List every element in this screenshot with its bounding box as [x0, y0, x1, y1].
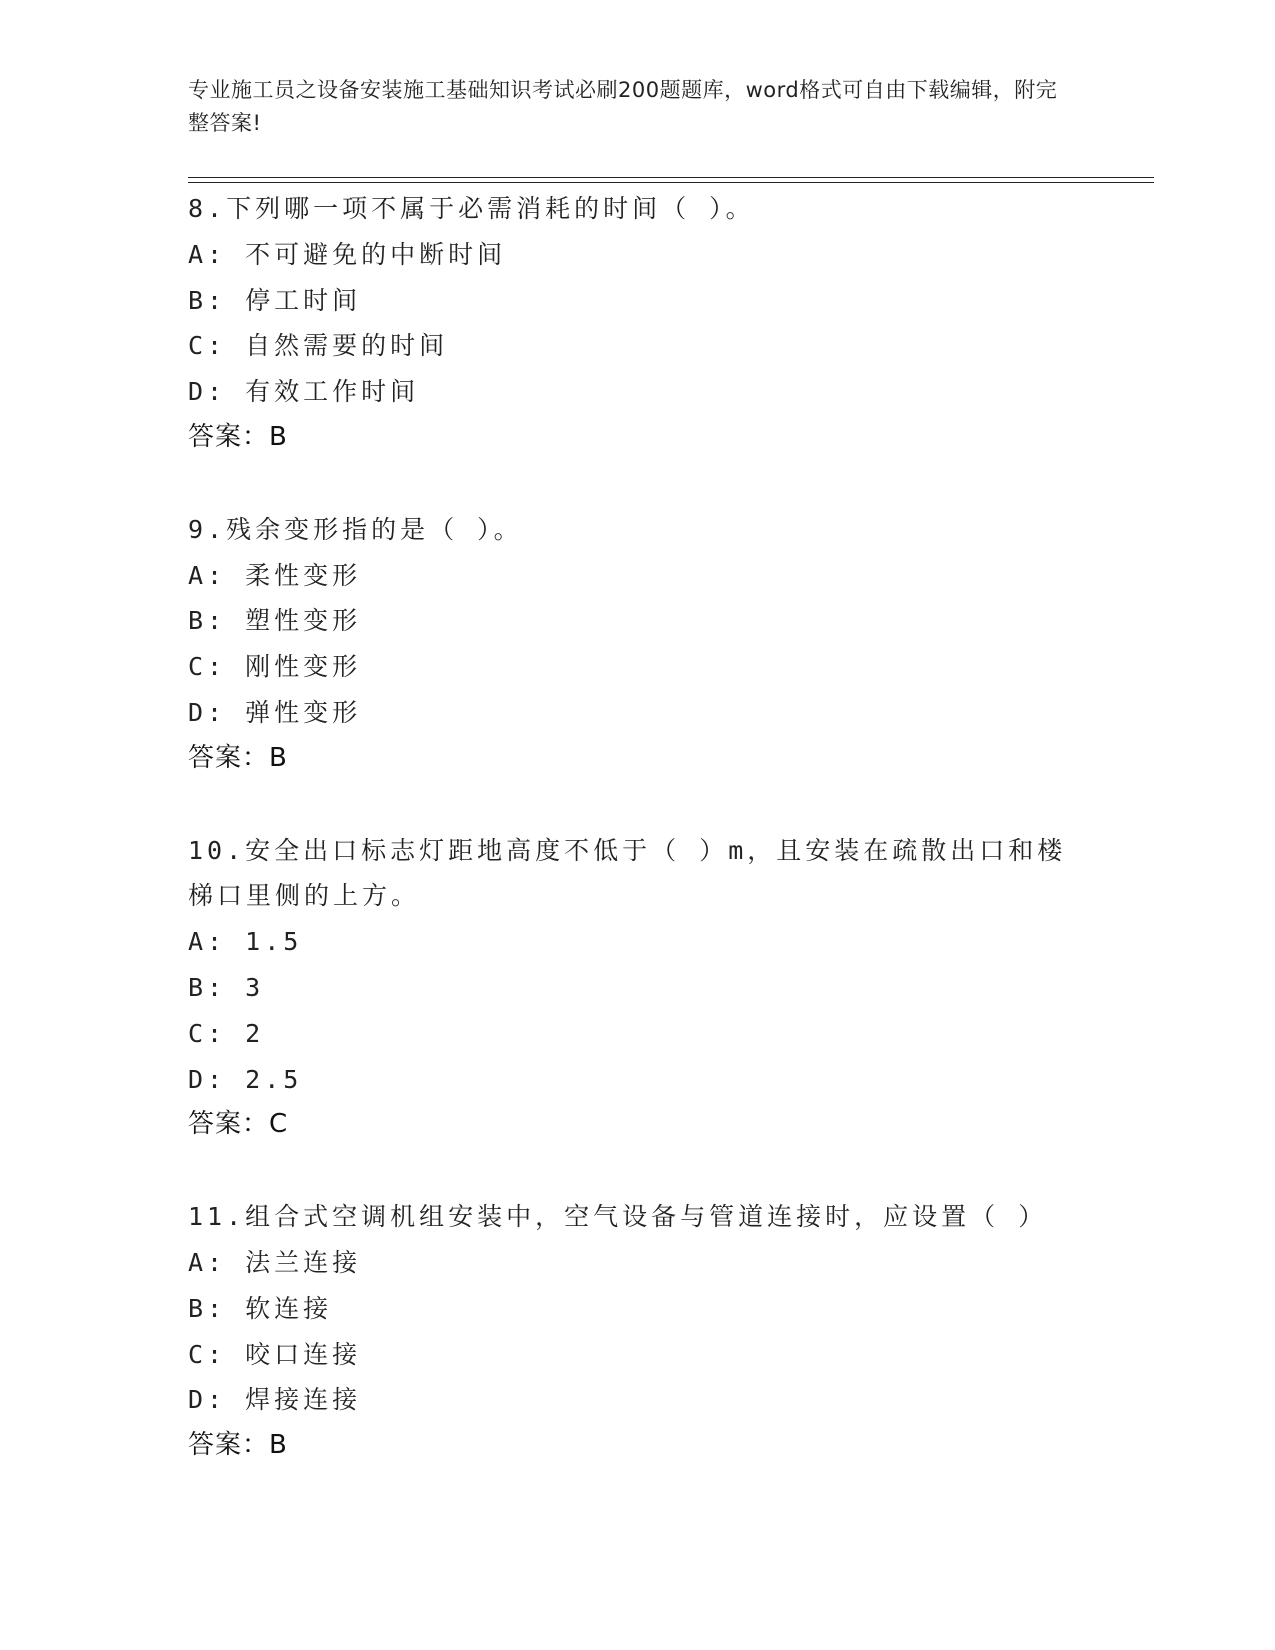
option-d: D: 弹性变形 — [188, 697, 362, 727]
answer-line: 答案：B — [188, 421, 288, 452]
header-divider-top — [188, 177, 1154, 178]
header-divider-bottom — [188, 182, 1154, 183]
question-stem: 9.残余变形指的是（ ）。 — [188, 514, 523, 544]
option-c: C: 刚性变形 — [188, 652, 362, 682]
answer-line: 答案：B — [188, 1430, 288, 1461]
answer-line: 答案：B — [188, 742, 288, 773]
question-item — [188, 1194, 1088, 1469]
question-item — [188, 186, 1088, 461]
question-stem: 11.组合式空调机组安装中，空气设备与管道连接时，应设置（ ） — [188, 1202, 1048, 1232]
header-title: 专业施工员之设备安装施工基础知识考试必刷200题题库，word格式可自由下载编辑，附完整答案! — [188, 78, 1058, 135]
option-a: A: 柔性变形 — [188, 560, 362, 590]
option-b: B: 软连接 — [188, 1293, 333, 1323]
option-d: D: 2.5 — [188, 1064, 303, 1094]
option-c: C: 2 — [188, 1018, 265, 1048]
question-item — [188, 828, 1088, 1149]
document-header — [188, 74, 1068, 140]
option-a: A: 不可避免的中断时间 — [188, 239, 507, 269]
question-item — [188, 507, 1088, 782]
question-list — [188, 186, 1088, 1515]
option-a: A: 法兰连接 — [188, 1247, 362, 1277]
option-b: B: 停工时间 — [188, 285, 362, 315]
option-d: D: 有效工作时间 — [188, 377, 420, 407]
answer-line: 答案：C — [188, 1109, 289, 1140]
option-b: B: 塑性变形 — [188, 606, 362, 636]
option-a: A: 1.5 — [188, 927, 303, 957]
option-c: C: 自然需要的时间 — [188, 331, 449, 361]
question-stem: 10.安全出口标志灯距地高度不低于（ ）m，且安装在疏散出口和楼梯口里侧的上方。 — [188, 835, 1067, 911]
option-c: C: 咬口连接 — [188, 1339, 362, 1369]
question-stem: 8.下列哪一项不属于必需消耗的时间（ ）。 — [188, 194, 755, 223]
option-d: D: 焊接连接 — [188, 1385, 362, 1415]
option-b: B: 3 — [188, 972, 265, 1002]
